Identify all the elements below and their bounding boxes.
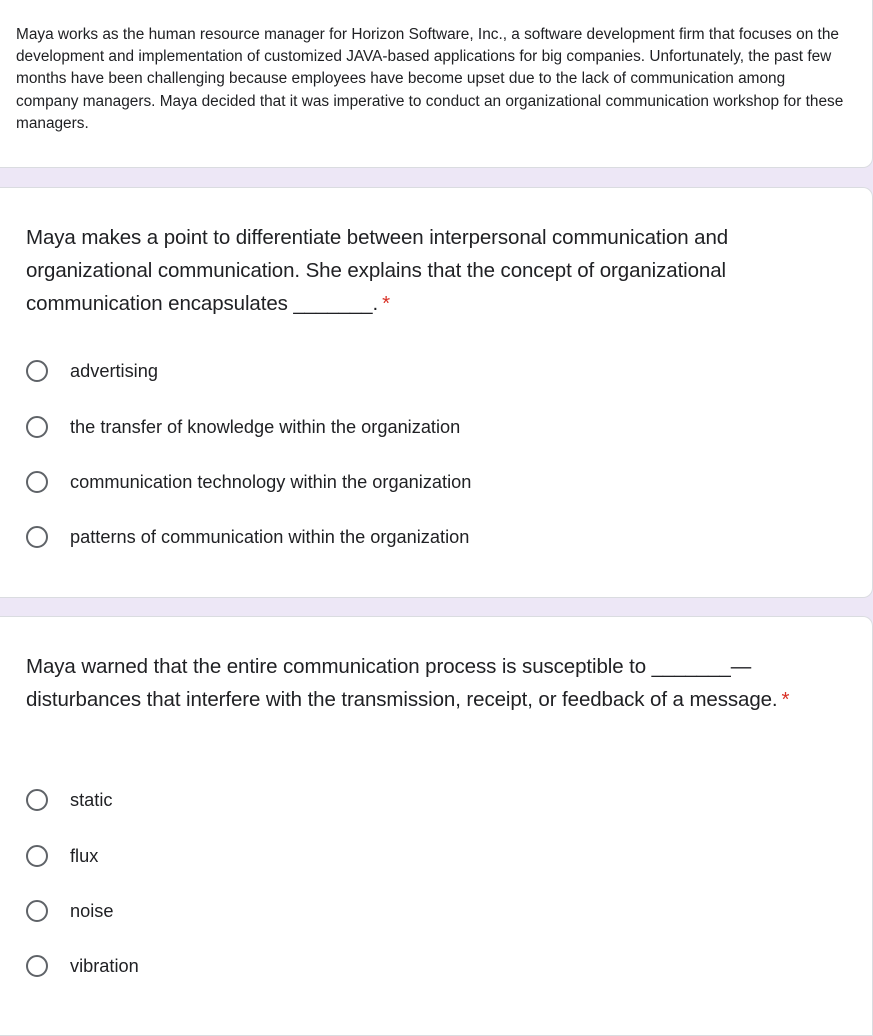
option-label: the transfer of knowledge within the organization: [70, 416, 461, 437]
radio-button[interactable]: [26, 360, 48, 382]
option-advertising[interactable]: [26, 357, 158, 385]
required-asterisk: *: [781, 688, 790, 711]
option-patterns-of-communication[interactable]: [26, 523, 469, 551]
option-label: communication technology within the organization: [70, 471, 472, 492]
question-2-text: Maya warned that the entire communication process is susceptible to _______—disturbances that interfere with the transmission, receipt, or feedback of a message.: [26, 655, 778, 711]
question-text: [26, 221, 846, 320]
radio-button[interactable]: [26, 955, 48, 977]
question-card-1: [0, 187, 873, 598]
intro-card: [0, 0, 873, 168]
intro-text: Maya works as the human resource manager for Horizon Software, Inc., a software development firm that focuses on the development and implementation of customized JAVA-based applications for big companies. Unfortunately, the past few months have been challenging because employees have become upset due to the lack of communication among company managers. Maya decided that it was imperative to conduct an organizational communication workshop for these managers.: [16, 26, 844, 132]
radio-button[interactable]: [26, 900, 48, 922]
option-label: advertising: [70, 360, 158, 381]
radio-button[interactable]: [26, 471, 48, 493]
option-label: flux: [70, 845, 99, 866]
option-vibration[interactable]: [26, 952, 139, 980]
radio-button[interactable]: [26, 416, 48, 438]
question-text: [26, 650, 846, 716]
radio-button[interactable]: [26, 845, 48, 867]
option-static[interactable]: [26, 786, 112, 814]
option-label: vibration: [70, 955, 139, 976]
option-noise[interactable]: [26, 897, 113, 925]
option-label: static: [70, 789, 113, 810]
option-label: noise: [70, 900, 114, 921]
option-communication-technology[interactable]: [26, 468, 471, 496]
option-flux[interactable]: [26, 842, 98, 870]
radio-button[interactable]: [26, 789, 48, 811]
option-label: patterns of communication within the organization: [70, 526, 470, 547]
question-card-2: [0, 616, 873, 1036]
question-1-text: Maya makes a point to differentiate between interpersonal communication and organizational communication. She explains that the concept of organizational communication encapsulates _______.: [26, 226, 729, 315]
option-transfer-of-knowledge[interactable]: [26, 413, 460, 441]
required-asterisk: *: [382, 292, 390, 315]
radio-button[interactable]: [26, 526, 48, 548]
